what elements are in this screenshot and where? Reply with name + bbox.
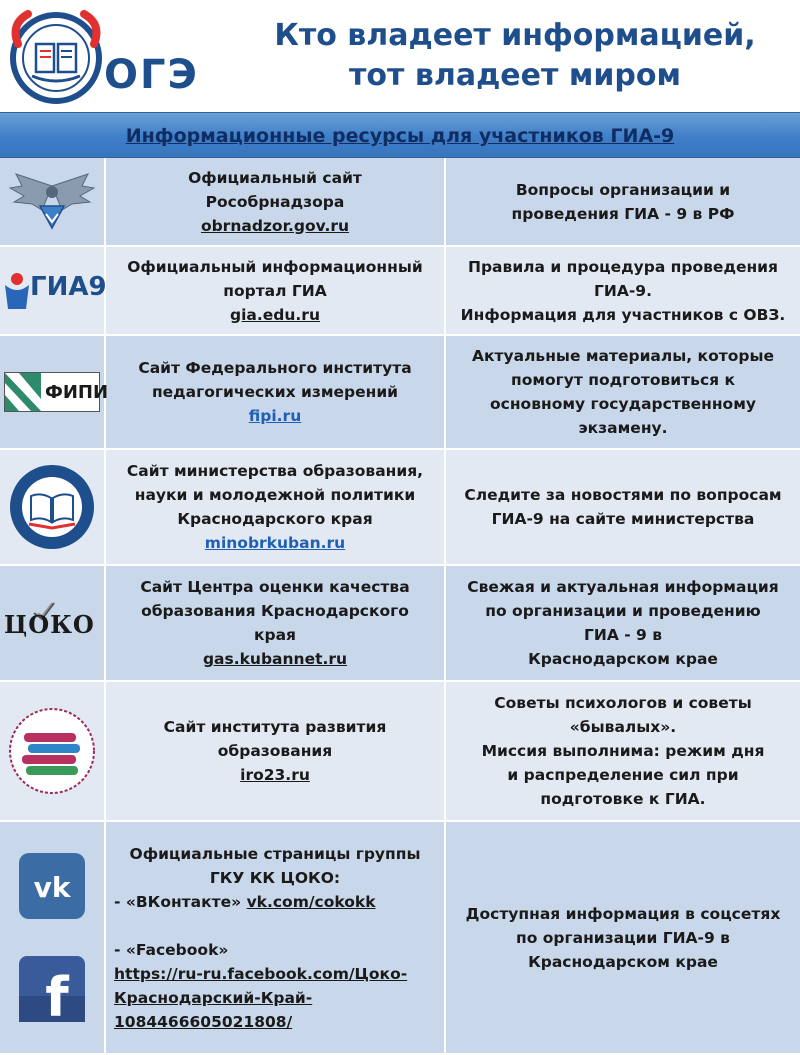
vk-icon[interactable] <box>19 853 85 919</box>
row-name-cell: Сайт института развития образования iro23.ru <box>106 682 446 820</box>
row-desc-cell: Доступная информация в соцсетях по организации ГИА-9 в Краснодарском крае <box>446 822 800 1053</box>
fipi-logo-text: ФИПИ <box>45 382 109 403</box>
svg-text:f: f <box>45 966 69 1023</box>
obrnadzor-link[interactable]: obrnadzor.gov.ru <box>200 216 350 235</box>
table-row <box>0 158 800 247</box>
oge-logo <box>6 4 216 108</box>
row-logo-cell <box>0 450 106 564</box>
slogan <box>230 16 800 96</box>
svg-text:vk: vk <box>33 870 71 904</box>
slogan-line-1: Кто владеет информацией, <box>274 18 756 53</box>
gas-kubannet-link[interactable]: gas.kubannet.ru <box>202 650 348 668</box>
row-name-cell: Официальные страницы группы ГКУ КК ЦОКО: - «ВКонтакте» vk.com/cokokk - «Facebook» https://ru-ru.facebook.com/Цоко- Краснодарский-Край- 1084466605021808/ <box>106 822 446 1053</box>
coko-logo-text: ЦОКО <box>4 610 95 639</box>
gia-link[interactable]: gia.edu.ru <box>230 305 320 324</box>
gia9-figure-icon <box>2 271 32 311</box>
fipi-stripes-icon <box>5 373 41 411</box>
row-name-cell: Сайт Федерального института педагогических измерений fipi.ru <box>106 336 446 448</box>
table-row <box>0 822 800 1055</box>
coko-logo <box>2 601 102 645</box>
row-desc-cell: Советы психологов и советы «бывалых». Миссия выполнима: режим дня и распределение сил при подготовке к ГИА. <box>446 682 800 820</box>
minobrkuban-link[interactable]: minobrkuban.ru <box>204 534 346 552</box>
facebook-link[interactable]: https://ru-ru.facebook.com/Цоко- Краснодарский-Край- 1084466605021808/ <box>114 964 408 1031</box>
fipi-link[interactable]: fipi.ru <box>248 407 302 425</box>
fipi-logo <box>4 372 109 412</box>
row-desc-cell: Свежая и актуальная информация по организации и проведению ГИА - 9 в Краснодарском крае <box>446 566 800 680</box>
slogan-line-2: тот владеет миром <box>349 58 681 93</box>
row-name-cell: Сайт Центра оценки качества образования Краснодарского края gas.kubannet.ru <box>106 566 446 680</box>
vk-line: - «ВКонтакте» vk.com/cokokk <box>114 892 376 911</box>
row-logo-cell <box>0 336 109 448</box>
section-banner: Информационные ресурсы для участников ГИА-9 <box>0 112 800 158</box>
row-name-cell: Официальный информационный портал ГИА gia.edu.ru <box>106 247 446 334</box>
table-row <box>0 247 800 336</box>
table-row <box>0 682 800 822</box>
gia9-logo-text: ГИА9 <box>30 271 107 302</box>
iro23-link[interactable]: iro23.ru <box>240 766 310 784</box>
row-desc-cell: Следите за новостями по вопросам ГИА-9 на сайте министерства <box>446 450 800 564</box>
rosobrnadzor-eagle-icon <box>6 166 98 238</box>
iro-books-seal-icon <box>6 705 98 797</box>
header <box>0 0 800 112</box>
table-row <box>0 566 800 682</box>
row-name-cell: Сайт министерства образования, науки и молодежной политики Краснодарского края minobrkuban.ru <box>106 450 446 564</box>
row-desc-cell: Актуальные материалы, которые помогут подготовиться к основному государственному экзамену. <box>446 336 800 448</box>
row-logo-cell <box>0 566 106 680</box>
row-name-cell: Официальный сайт Рособрнадзора obrnadzor.gov.ru <box>106 158 446 245</box>
row-logo-cell <box>0 822 106 1053</box>
gia9-logo <box>2 271 107 311</box>
row-desc-cell: Правила и процедура проведения ГИА-9. Информация для участников с ОВЗ. <box>446 247 800 334</box>
row-logo-cell <box>0 247 106 334</box>
row-logo-cell <box>0 682 106 820</box>
oge-logo-text: ОГЭ <box>104 52 199 98</box>
row-desc-cell: Вопросы организации и проведения ГИА - 9 в РФ <box>446 158 800 245</box>
table-row <box>0 450 800 566</box>
ministry-book-seal-icon <box>7 462 97 552</box>
table-row <box>0 336 800 450</box>
vk-link[interactable]: vk.com/cokokk <box>246 892 376 911</box>
facebook-icon[interactable] <box>19 956 85 1022</box>
row-logo-cell <box>0 158 106 245</box>
